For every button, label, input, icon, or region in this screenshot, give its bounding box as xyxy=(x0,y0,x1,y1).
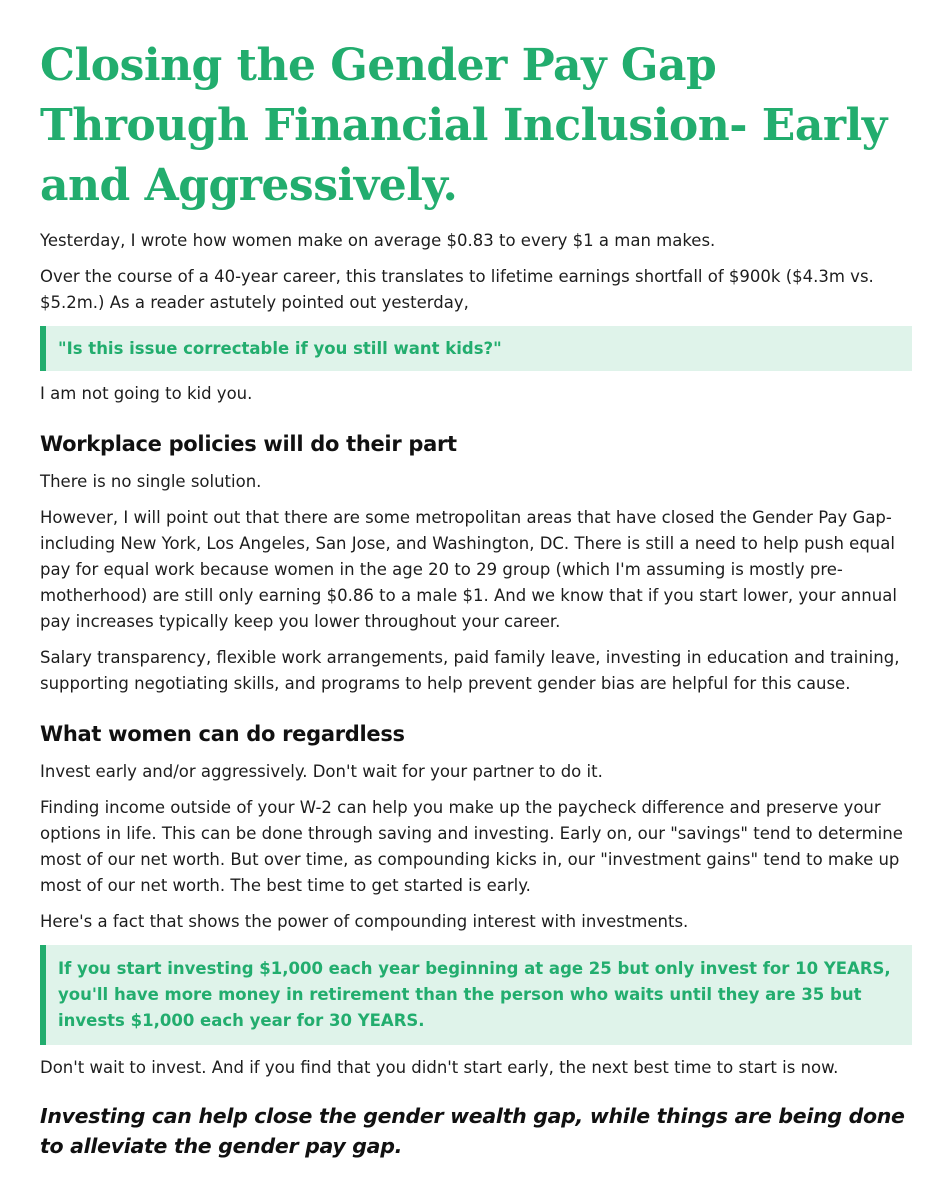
women-paragraph-1: Invest early and/or aggressively. Don't wait for your partner to do it. xyxy=(40,762,603,781)
workplace-paragraph-3: Salary transparency, flexible work arrangements, paid family leave, investing in education and training, supporting negotiating skills, and programs to help prevent gender bias are helpful for this cause. xyxy=(40,648,900,693)
women-paragraph-4: Don't wait to invest. And if you find that you didn't start early, the next best time to start is now. xyxy=(40,1058,839,1077)
closing-statement: Investing can help close the gender wealth gap, while things are being done to alleviate the gender pay gap. xyxy=(40,1104,905,1158)
section-heading-what-women-can-do: What women can do regardless xyxy=(40,722,405,746)
page-title: Closing the Gender Pay Gap Through Financial Inclusion- Early and Aggressively. xyxy=(40,40,887,211)
article xyxy=(40,36,912,1161)
section-heading-workplace-policies: Workplace policies will do their part xyxy=(40,432,457,456)
intro-paragraph-2: Over the course of a 40-year career, this translates to lifetime earnings shortfall of $900k ($4.3m vs. $5.2m.) As a reader astutely pointed out yesterday, xyxy=(40,267,874,312)
reader-question-callout: "Is this issue correctable if you still want kids?" xyxy=(40,326,912,371)
women-paragraph-2: Finding income outside of your W-2 can help you make up the paycheck difference and preserve your options in life. This can be done through saving and investing. Early on, our "savings" tend to determine most of our net worth. But over time, as compounding kicks in, our "investment gains" tend to make up most of our net worth. The best time to get started is early. xyxy=(40,798,903,895)
women-paragraph-3: Here's a fact that shows the power of compounding interest with investments. xyxy=(40,912,689,931)
workplace-paragraph-2: However, I will point out that there are some metropolitan areas that have closed the Gender Pay Gap- including New York, Los Angeles, San Jose, and Washington, DC. There is still a need to help push equal pay for equal work because women in the age 20 to 29 group (which I'm assuming is mostly pre-motherhood) are still only earning $0.86 to a male $1. And we know that if you start lower, your annual pay increases typically keep you lower throughout your career. xyxy=(40,508,897,631)
intro-paragraph-1: Yesterday, I wrote how women make on average $0.83 to every $1 a man makes. xyxy=(40,231,716,250)
compounding-fact-callout: If you start investing $1,000 each year beginning at age 25 but only invest for 10 YEARS, you'll have more money in retirement than the person who waits until they are 35 but invests $1,000 each year for 30 YEARS. xyxy=(40,945,912,1045)
workplace-paragraph-1: There is no single solution. xyxy=(40,472,262,491)
response-paragraph: I am not going to kid you. xyxy=(40,384,253,403)
